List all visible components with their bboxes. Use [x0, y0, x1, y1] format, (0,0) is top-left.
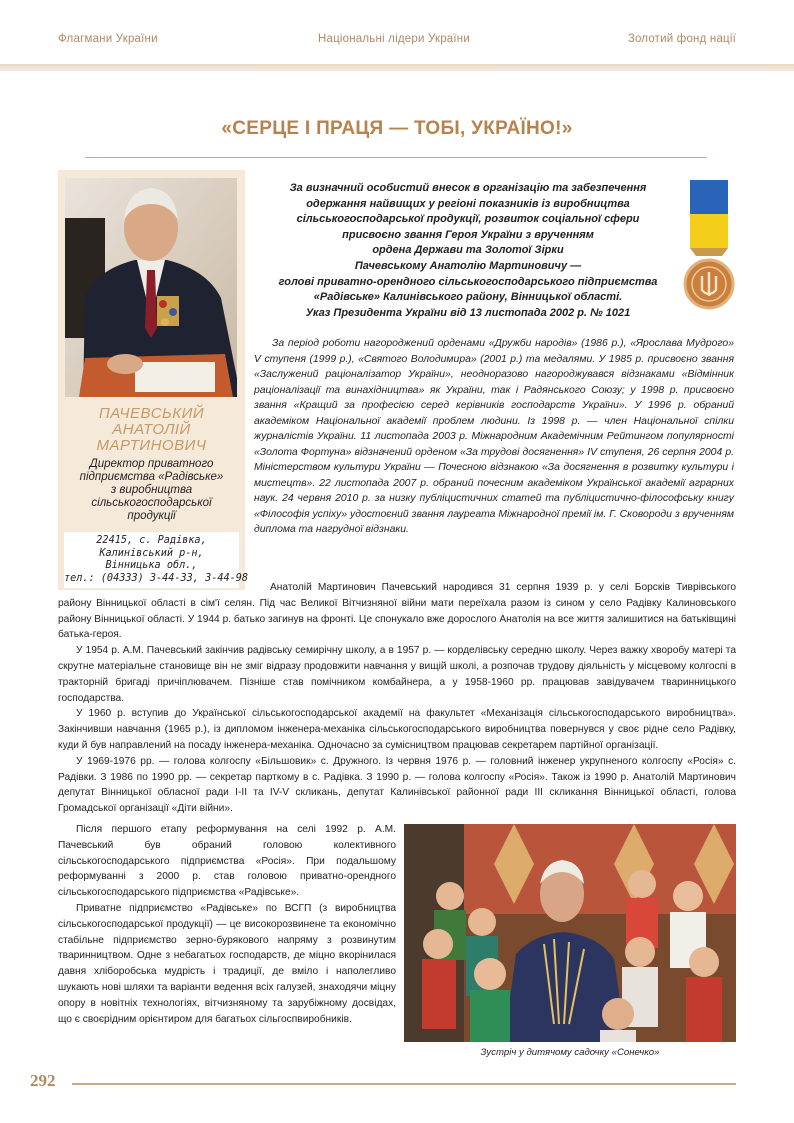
decree-line: сільськогосподарської продукції, розвиток соціальної сфери: [296, 213, 640, 226]
body-paragraph: У 1954 р. А.М. Пачевський закінчив радівську семирічну школу, а в 1957 р. — корделівську середню школу. Через важку хворобу матері та скрутне матеріальне становище він не зміг відразу продовжити навчання у вищій школі, а розпочав трудову діяльність у місцевому колгоспі в тракторній бригаді причіплювачем. Пізніше став помічником комбайнера, а у 1958-1960 рр. працював завідувачем тваринницького господарства.: [58, 645, 736, 704]
biography-text: [58, 580, 736, 817]
position-line: з виробництва: [110, 484, 193, 496]
kindergarten-photo: [404, 824, 736, 1042]
name-line: МАРТИНОВИЧ: [96, 437, 207, 454]
body-paragraph: Анатолій Мартинович Пачевський народився 31 серпня 1939 р. у селі Борсків Тиврівського району Вінницької області в сім'ї селян. Під час Великої Вітчизняної війни мати переїхала разом із сином у село Радівку Калиновського району Вінницької області. У 1944 р. батько загинув на фронті. Це спонукало вже дорослого Анатолія на все життя залишитися на батьківщині батька-героя.: [58, 582, 736, 641]
position-line: продукції: [127, 510, 176, 522]
address-line: 22415, с. Радівка,: [96, 535, 207, 546]
decree-line: присвоєно звання Героя України з врученням: [342, 228, 594, 241]
body-paragraph: У 1969-1976 рр. — голова колгоспу «Більшовик» с. Дружного. Із червня 1976 р. — головний інженер укрупненого колгоспу «Росія» с. Радівки. З 1986 по 1990 рр. — секретар парткому в с. Радівка. З 1990 р. — голова колгоспу «Росія». Також із 1990 р. Анатолій Мартинович депутат Вінницької обласної ради I-II та IV-V скликань, депутат Калинівської районної ради III скликання Вінницької області, голова Громадської організації «Діти війни».: [58, 755, 736, 815]
header-left: Флагмани України: [58, 33, 158, 45]
photo-caption: Зустріч у дитячому садочку «Сонечко»: [480, 1047, 660, 1058]
portrait-photo: [65, 178, 237, 397]
address-line: Калинівський р-н,: [99, 547, 204, 559]
enterprise-text: [58, 822, 396, 1027]
column-paragraph: Після першого етапу реформування на селі 1992 р. А.М. Пачевський був обраний головою колективного сільськогосподарського підприємства «Росія». При подальшому реформуванні з 2000 р. став головою приватно-орендного сільськогосподарського підприємства «Радівське».: [58, 824, 396, 899]
footer-rule: [72, 1083, 736, 1085]
body-paragraph: У 1960 р. вступив до Української сільськогосподарської академії на факультет «Механізація сільськогосподарського виробництва». Закінчивши навчання (1965 р.), із дипломом інженера-механіка сільськогосподарського виробництва повернувся у своє рідне село Радівку, куди й був направлений на посаду інженера-механіка. Одночасно за сумісництвом працював секретарем партійної організації.: [58, 708, 736, 751]
header-rule: [0, 64, 794, 71]
profile-name: [58, 406, 245, 454]
profile-position: [66, 458, 237, 523]
position-line: підприємства «Радівське»: [79, 471, 224, 483]
decree-line: одержання найвищих у регіоні показників із виробництва: [306, 197, 630, 210]
decree-line: ордена Держави та Золотої Зірки: [372, 244, 564, 257]
name-line: ПАЧЕВСЬКИЙ: [98, 405, 205, 422]
page-number: 292: [30, 1071, 56, 1090]
address-line: тел.: (04333) 3-44-33, 3-44-98: [64, 572, 249, 584]
flag-ribbon-icon: [690, 180, 728, 256]
header-center: Національні лідери України: [318, 33, 470, 45]
awards-paragraph: [254, 336, 734, 538]
decree-line: «Радівське» Калинівського району, Вінницької області.: [313, 291, 623, 304]
hero-award: [682, 180, 736, 314]
awards-text: За період роботи нагороджений орденами «Дружби народів» (1986 р.), «Ярослава Мудрого» V ступеня (1999 р.), «Святого Володимира» (2001 р.) та медалями. У 1985 р. присвоєно звання «Заслужений раціоналізатор України», неодноразово нагороджувався відзнаками «Відмінник раціоналізації та винахідництва» як України, так і Радянського Союзу; у 1998 р. присвоєно звання «Кращий за професією серед керівників господарств України». У 1996 р. обраний академіком Національної академії проблем людини. Із 1998 р. — член Національної спілки журналістів України. 11 листопада 2003 р. Міжнародним Академічним Рейтингом популярності «Золота Фортуна» відзначений орденом «За трудові досягнення» IV ступеня, 26 серпня 2004 р. Міністерством культури України — Почесною відзнакою «За досягнення в розвитку культури і мистецтв». 22 листопада 2007 р. обраний почесним академіком Української академії аграрних наук. 24 червня 2010 р. за низку публіцистичних статей та публіцистично-філософську книгу «Філософія успіху» удостоєний звання лауреата Міжнародної премії ім. Г. Сковороди з врученням диплома та нагрудної відзнаки.: [254, 338, 734, 535]
position-line: Директор приватного: [89, 458, 214, 470]
column-paragraph: Приватне підприємство «Радівське» по ВСГП (з виробництва сільськогосподарської продукції) — це високорозвинене та економічно стабільне підприємство зерно-бурякового напряму з розвинутим тваринництвом. Одне з небагатьох господарств, де міцно вкорінилася давня хліборобська мудрість і традиції, де вміло і наполегливо шукають нові шляхи та варіанти ведення всіх галузей, знаходячи міцну опору в новітніх технологіях, вітчизняному та зарубіжному досвідах, що є своєрідним орієнтиром для багатьох сільгоспвиробників.: [58, 902, 396, 1025]
trident-medal-icon: [685, 260, 733, 308]
title-divider: [85, 157, 707, 158]
page-title: «СЕРЦЕ І ПРАЦЯ — ТОБІ, УКРАЇНО!»: [221, 118, 573, 139]
decree-line: За визначний особистий внесок в організацію та забезпечення: [289, 182, 647, 194]
position-line: сільськогосподарської: [91, 497, 212, 509]
decree-text: [268, 181, 668, 321]
header-right: Золотий фонд нації: [627, 33, 736, 45]
decree-line: голові приватно-орендного сільськогосподарського підприємства: [278, 275, 658, 288]
decree-line: Пачевському Анатолію Мартиновичу —: [354, 259, 582, 272]
decree-line: Указ Президента України від 13 листопада 2002 р. № 1021: [305, 306, 631, 319]
address-line: Вінницька обл.,: [105, 560, 198, 571]
name-line: АНАТОЛІЙ: [112, 421, 191, 438]
